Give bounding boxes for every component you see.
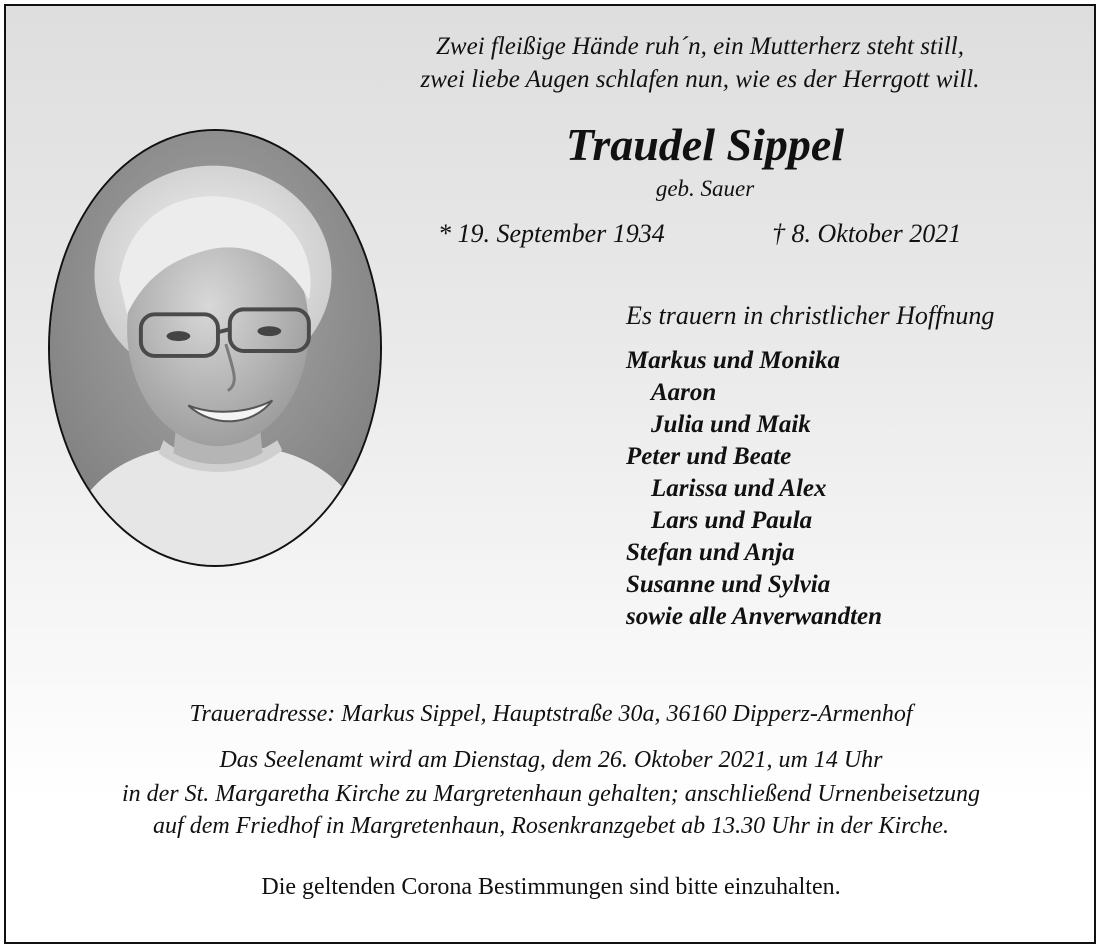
mourner-name: Julia und Maik — [651, 411, 811, 438]
portrait-illustration — [50, 131, 380, 565]
mourner-name: Aaron — [651, 379, 717, 406]
mourner-name: Susanne und Sylvia — [626, 571, 831, 598]
deceased-name: Traudel Sippel — [565, 119, 845, 170]
verse-line-2: zwei liebe Augen schlafen nun, wie es der Herrgott will. — [420, 66, 980, 93]
corona-notice: Die geltenden Corona Bestimmungen sind bitte einzuhalten. — [261, 874, 841, 900]
service-line-1: Das Seelenamt wird am Dienstag, dem 26. Oktober 2021, um 14 Uhr — [219, 747, 883, 773]
mourner-name: sowie alle Anverwandten — [626, 603, 883, 630]
service-line-2: in der St. Margaretha Kirche zu Margretenhaun gehalten; anschließend Urnenbeisetzung — [121, 781, 981, 807]
verse-line-1: Zwei fleißige Hände ruh´n, ein Mutterherz steht still, — [436, 33, 964, 60]
maiden-name: geb. Sauer — [655, 176, 755, 201]
mourner-name: Lars und Paula — [651, 507, 813, 534]
birth-date: * 19. September 1934 — [438, 219, 665, 248]
mourning-address: Traueradresse: Markus Sippel, Hauptstraße 30a, 36160 Dipperz-Armenhof — [189, 701, 913, 727]
service-line-3: auf dem Friedhof in Margretenhaun, Rosenkranzgebet ab 13.30 Uhr in der Kirche. — [153, 813, 949, 839]
mourners-intro: Es trauern in christlicher Hoffnung — [626, 301, 995, 330]
death-date: † 8. Oktober 2021 — [772, 219, 962, 248]
mourner-name: Larissa und Alex — [651, 475, 827, 502]
mourner-name: Stefan und Anja — [626, 539, 795, 566]
mourner-name: Peter und Beate — [626, 443, 792, 470]
portrait-photo — [48, 129, 382, 567]
mourner-name: Markus und Monika — [626, 347, 840, 374]
